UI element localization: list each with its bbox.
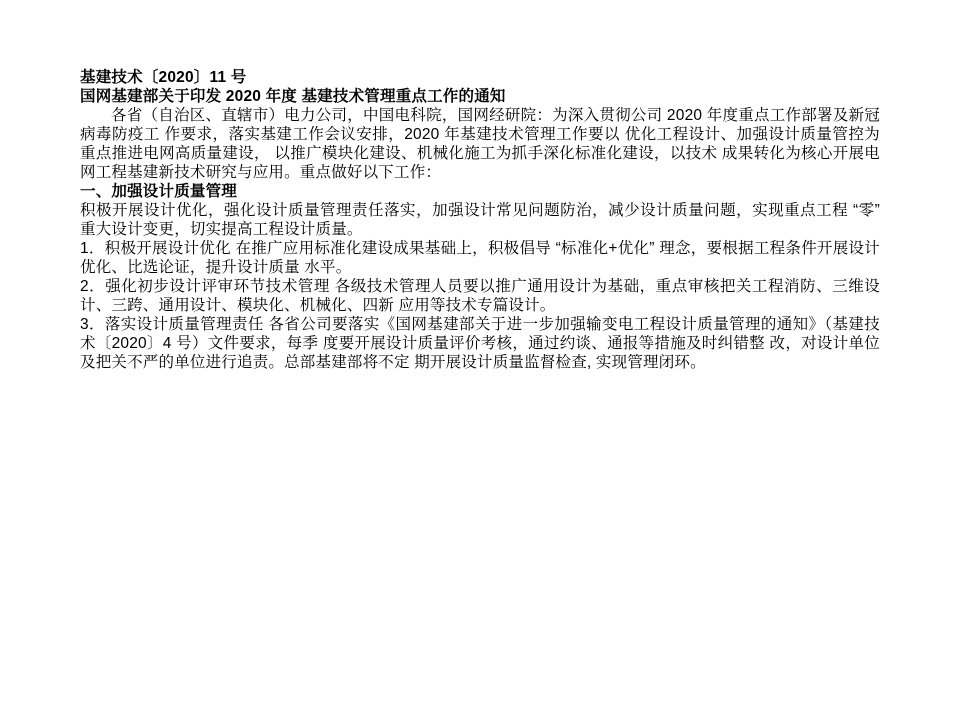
list-item-1: 1．积极开展设计优化 在推广应用标准化建设成果基础上，积极倡导 “标准化+优化” 理念，要根据工程条件开展设计优化、比选论证，提升设计质量 水平。 — [80, 240, 880, 276]
doc-number: 基建技术〔2020〕11 号 — [80, 69, 247, 86]
intro-paragraph: 各省（自治区、直辖市）电力公司，中国电科院，国网经研院：为深入贯彻公司 2020 年度重点工作部署及新冠病毒防疫工 作要求，落实基建工作会议安排，2020 年基建技术管理工作要以 优化工程设计、加强设计质量管控为重点推进电网高质量建设， 以推广模块化建设、机械化施工为抓手深化标准化建设，以技术 成果转化为核心开展电网工程基建新技术研究与应用。重点做好以下工作： — [80, 107, 880, 181]
list-item-3: 3．落实设计质量管理责任 各省公司要落实《国网基建部关于进一步加强输变电工程设计质量管理的通知》（基建技术〔2020〕4 号）文件要求，每季 度要开展设计质量评价考核，通过约谈、通报等措施及时纠错整 改，对设计单位及把关不严的单位进行追责。总部基建部将不定 期开展设计质量监督检查, 实现管理闭环。 — [80, 316, 880, 371]
section-intro-paragraph: 积极开展设计优化，强化设计质量管理责任落实，加强设计常见问题防治，减少设计质量问题，实现重点工程 “零” 重大设计变更，切实提高工程设计质量。 — [80, 202, 880, 238]
list-item-2: 2．强化初步设计评审环节技术管理 各级技术管理人员要以推广通用设计为基础，重点审核把关工程消防、三维设计、三跨、通用设计、模块化、机械化、四新 应用等技术专篇设计。 — [80, 278, 880, 314]
section-heading: 一、加强设计质量管理 — [80, 183, 238, 200]
doc-title: 国网基建部关于印发 2020 年度 基建技术管理重点工作的通知 — [80, 88, 506, 105]
